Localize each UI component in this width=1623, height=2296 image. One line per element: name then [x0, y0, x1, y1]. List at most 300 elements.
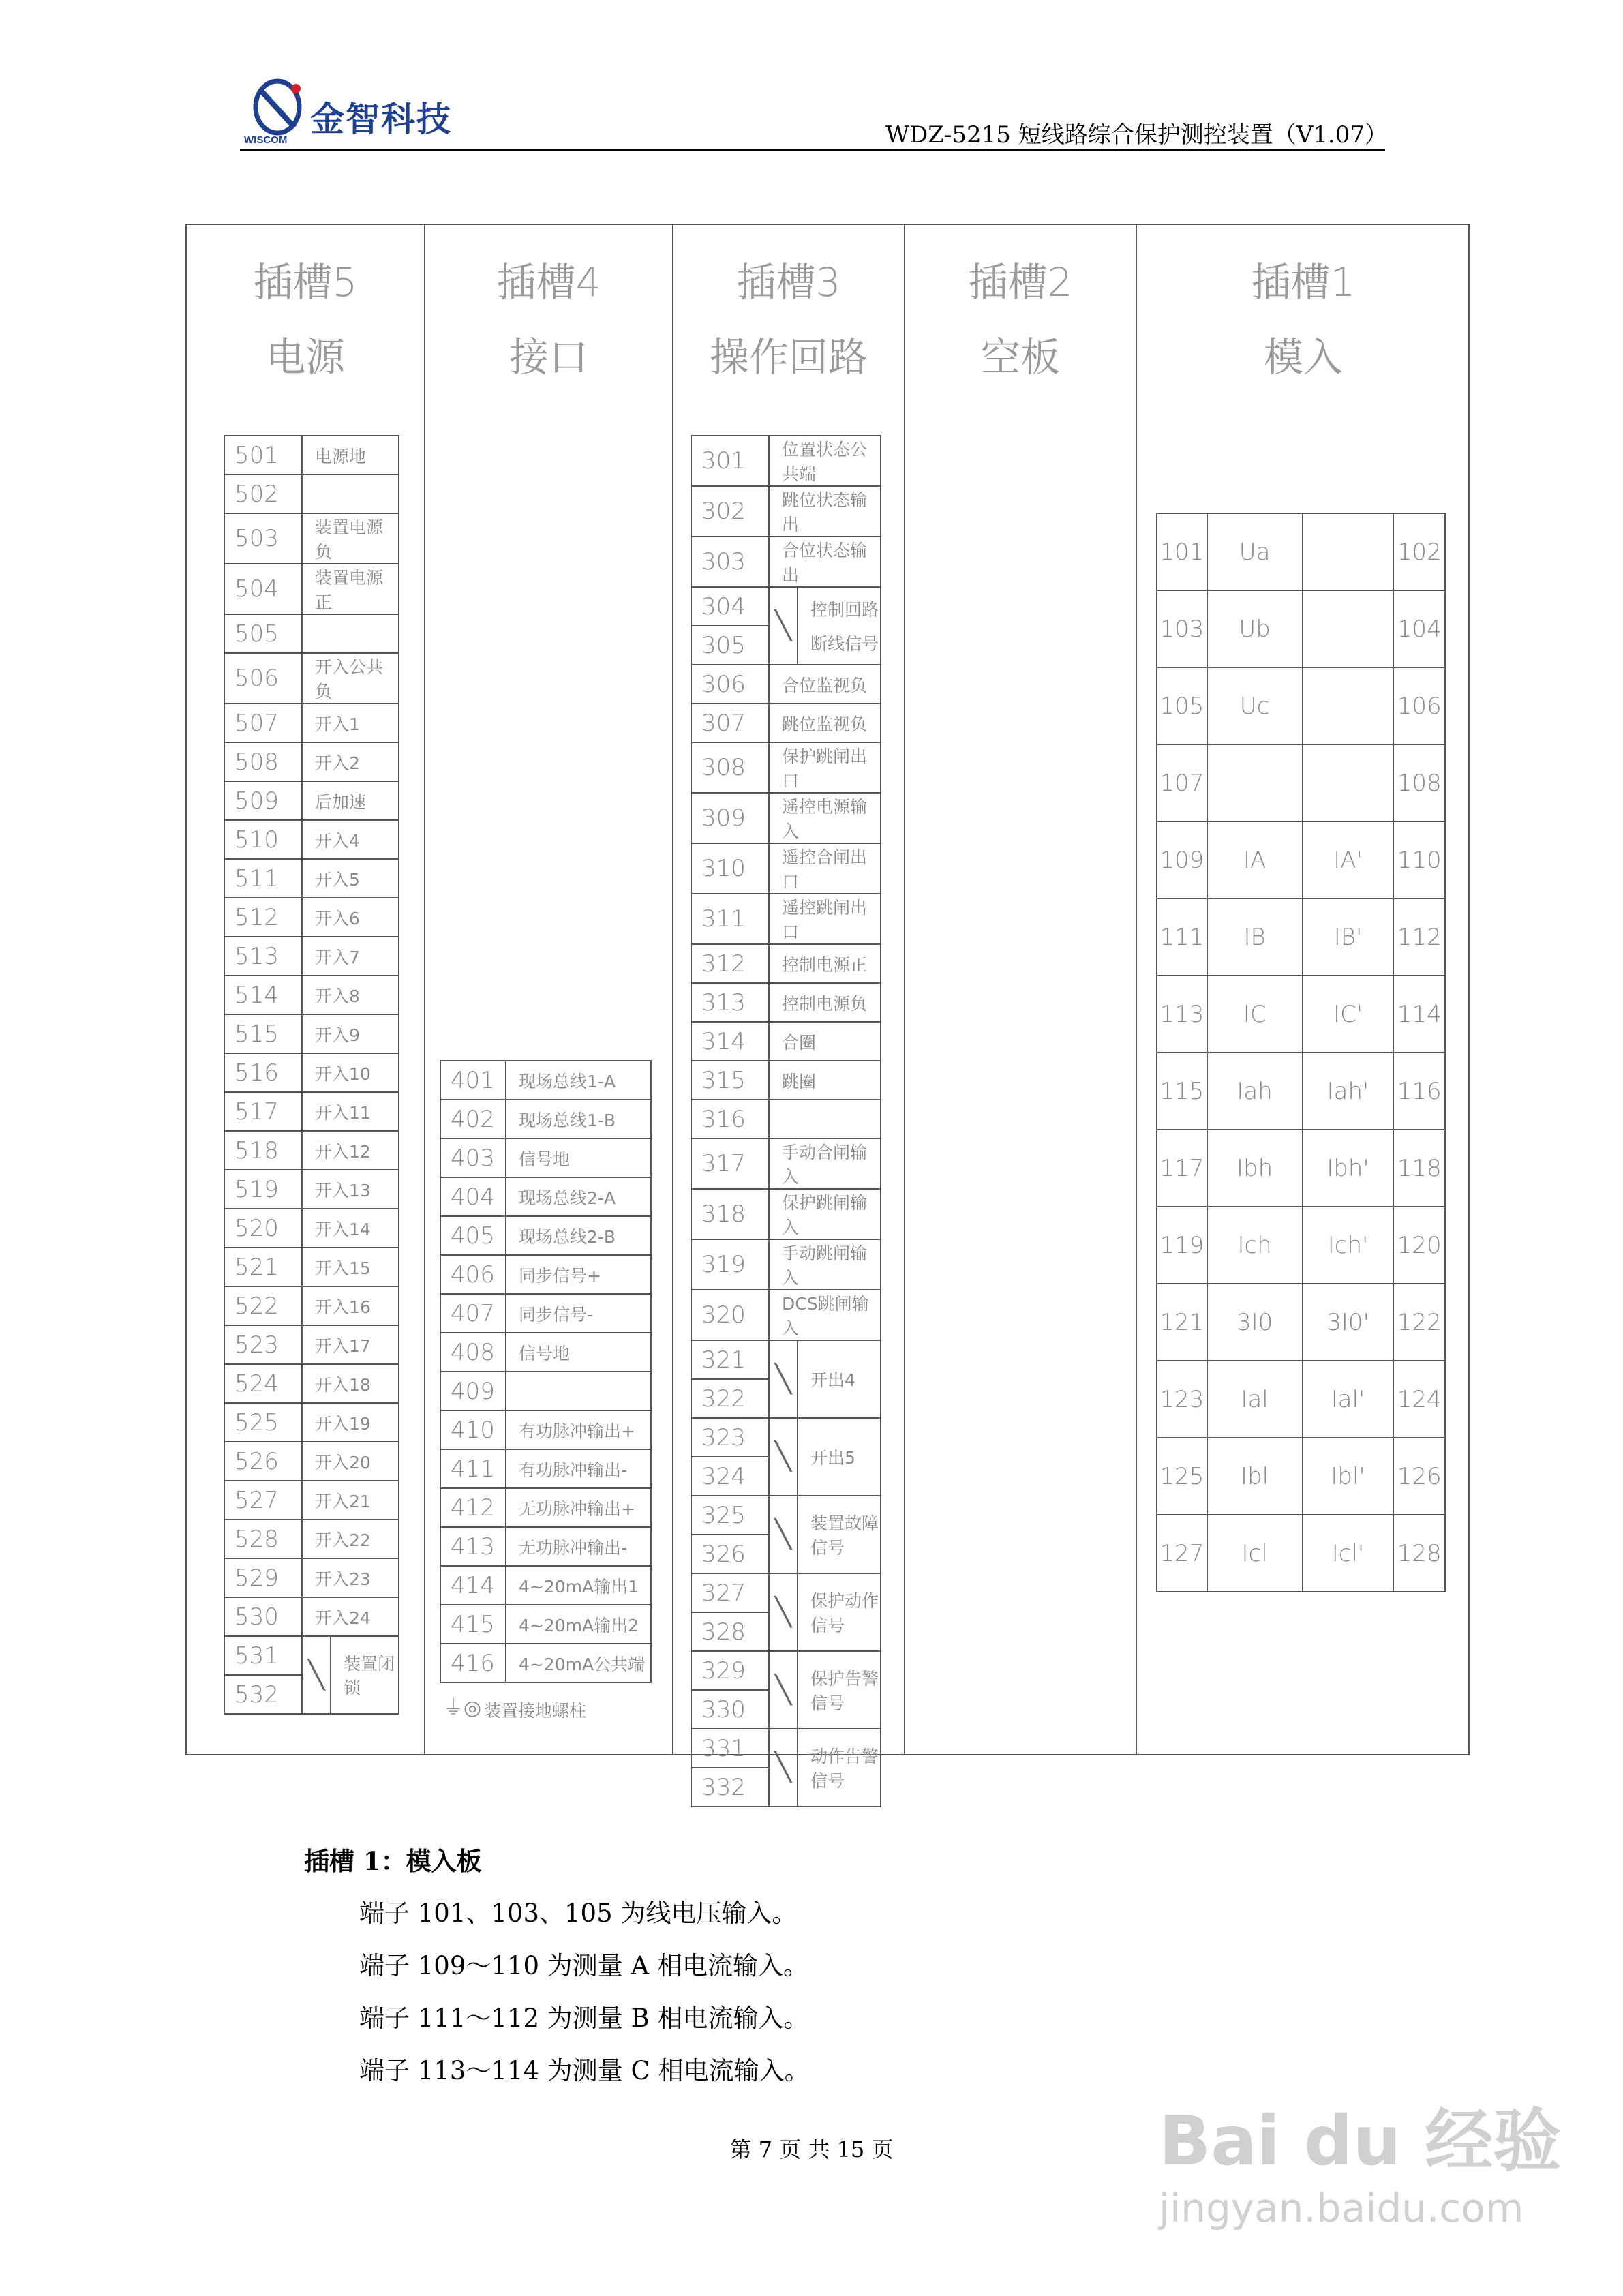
switch-contact-icon: ╲	[302, 1636, 331, 1714]
terminal-label: 开入18	[302, 1364, 399, 1403]
terminal-number: 123	[1157, 1361, 1207, 1438]
slot5-title: 插槽5	[253, 259, 358, 305]
terminal-signal	[1207, 744, 1303, 821]
terminal-label: 保护告警信号	[798, 1651, 881, 1729]
terminal-number: 519	[224, 1170, 302, 1209]
terminal-label: 保护动作信号	[798, 1573, 881, 1651]
table-row	[691, 1573, 881, 1612]
table-row	[440, 1255, 651, 1294]
terminal-label: 开入16	[302, 1286, 399, 1325]
switch-contact-icon: ╲	[769, 1496, 798, 1573]
company-name-en: WISCOM	[244, 134, 288, 146]
terminal-label: 开入4	[302, 820, 399, 859]
table-row	[440, 1100, 651, 1138]
table-row	[224, 474, 399, 513]
terminal-label: 遥控合闸出口	[769, 843, 881, 894]
table-row	[1157, 513, 1445, 590]
table-row	[691, 742, 881, 793]
terminal-number: 407	[440, 1294, 506, 1333]
table-row	[224, 1636, 399, 1675]
terminal-signal: Ibl	[1207, 1438, 1303, 1515]
terminal-label: 装置闭锁	[331, 1636, 399, 1714]
terminal-number: 117	[1157, 1130, 1207, 1207]
terminal-label: 开出5	[798, 1418, 881, 1496]
table-row	[224, 1014, 399, 1053]
terminal-number: 109	[1157, 821, 1207, 898]
table-row	[440, 1372, 651, 1410]
body-line: 端子 101、103、105 为线电压输入。	[359, 1899, 798, 1928]
terminal-signal: 3I0	[1207, 1284, 1303, 1361]
terminal-label: 现场总线2-B	[506, 1216, 651, 1255]
table-row	[1157, 1361, 1445, 1438]
terminal-number: 413	[440, 1527, 506, 1566]
terminal-number: 317	[691, 1138, 769, 1189]
terminal-label: 保护跳闸出口	[769, 742, 881, 793]
terminal-number: 126	[1393, 1438, 1445, 1515]
terminal-number: 403	[440, 1138, 506, 1177]
terminal-number: 327	[691, 1573, 769, 1612]
terminal-number: 124	[1393, 1361, 1445, 1438]
terminal-label: 位置状态公共端	[769, 436, 881, 486]
table-row	[224, 820, 399, 859]
terminal-number: 102	[1393, 513, 1445, 590]
terminal-number: 324	[691, 1457, 769, 1496]
terminal-label-line: 断线信号	[810, 634, 879, 654]
terminal-number: 504	[224, 564, 302, 614]
table-row	[1157, 1284, 1445, 1361]
switch-contact-icon: ╲	[769, 1573, 798, 1651]
terminal-number: 505	[224, 614, 302, 653]
table-row	[224, 564, 399, 614]
slot-divider	[424, 224, 425, 1755]
table-row	[440, 1449, 651, 1488]
terminal-number: 328	[691, 1612, 769, 1651]
terminal-number: 332	[691, 1768, 769, 1807]
terminal-label: 遥控电源输入	[769, 793, 881, 843]
terminal-number: 509	[224, 781, 302, 820]
terminal-number: 103	[1157, 590, 1207, 667]
slot3-title: 插槽3	[736, 259, 841, 305]
document-title: WDZ-5215 短线路综合保护测控装置（V1.07）	[885, 121, 1388, 149]
table-row	[691, 1290, 881, 1340]
terminal-label: 有功脉冲输出+	[506, 1410, 651, 1449]
table-row	[691, 1100, 881, 1138]
slot5-subtitle: 电源	[265, 334, 345, 380]
terminal-number: 105	[1157, 667, 1207, 744]
terminal-label: 保护跳闸输入	[769, 1189, 881, 1239]
terminal-number: 528	[224, 1520, 302, 1558]
table-row	[440, 1177, 651, 1216]
terminal-number: 315	[691, 1061, 769, 1100]
watermark-logo: Bai du 经验	[1159, 2101, 1562, 2181]
terminal-number: 104	[1393, 590, 1445, 667]
terminal-signal: Uc	[1207, 667, 1303, 744]
slot3-subtitle: 操作回路	[709, 334, 868, 380]
terminal-label: 开入22	[302, 1520, 399, 1558]
terminal-label: 开入15	[302, 1248, 399, 1286]
terminal-label: 开入7	[302, 937, 399, 976]
terminal-number: 405	[440, 1216, 506, 1255]
terminal-label: 开入6	[302, 898, 399, 937]
terminal-label: 开入10	[302, 1053, 399, 1092]
terminal-label: 同步信号-	[506, 1294, 651, 1333]
terminal-number: 116	[1393, 1053, 1445, 1130]
terminal-number: 406	[440, 1255, 506, 1294]
table-row	[440, 1527, 651, 1566]
terminal-number: 510	[224, 820, 302, 859]
terminal-number: 127	[1157, 1515, 1207, 1592]
table-row	[224, 513, 399, 564]
table-row	[1157, 744, 1445, 821]
terminal-number: 301	[691, 436, 769, 486]
terminal-number: 526	[224, 1442, 302, 1481]
terminal-number: 114	[1393, 976, 1445, 1053]
terminal-label: 开入12	[302, 1131, 399, 1170]
terminal-signal: IA	[1207, 821, 1303, 898]
table-row	[691, 843, 881, 894]
terminal-label: 4~20mA公共端	[506, 1644, 651, 1682]
terminal-label: 开入20	[302, 1442, 399, 1481]
table-row	[691, 1239, 881, 1290]
terminal-label: 合位状态输出	[769, 537, 881, 587]
terminal-label	[798, 587, 881, 665]
table-row	[224, 781, 399, 820]
table-row	[224, 1403, 399, 1442]
terminal-label: 遥控跳闸出口	[769, 894, 881, 944]
terminal-label: 现场总线2-A	[506, 1177, 651, 1216]
table-row	[224, 1442, 399, 1481]
terminal-label: 开入13	[302, 1170, 399, 1209]
terminal-number: 524	[224, 1364, 302, 1403]
terminal-number: 112	[1393, 898, 1445, 976]
table-row	[691, 894, 881, 944]
table-row	[224, 1325, 399, 1364]
company-logo	[247, 76, 308, 138]
table-row	[691, 944, 881, 983]
terminal-number: 501	[224, 436, 302, 474]
terminal-label: 开入5	[302, 859, 399, 898]
terminal-number: 321	[691, 1340, 769, 1379]
switch-contact-icon: ╲	[769, 587, 798, 665]
terminal-number: 325	[691, 1496, 769, 1535]
terminal-label	[506, 1372, 651, 1410]
table-row	[224, 1286, 399, 1325]
terminal-number: 110	[1393, 821, 1445, 898]
terminal-label: 现场总线1-B	[506, 1100, 651, 1138]
terminal-label: 装置电源负	[302, 513, 399, 564]
table-row	[224, 937, 399, 976]
table-row	[691, 1138, 881, 1189]
terminal-signal: Iah'	[1303, 1053, 1394, 1130]
table-row	[440, 1333, 651, 1372]
terminal-signal: Ich	[1207, 1207, 1303, 1284]
terminal-signal: Ich'	[1303, 1207, 1394, 1284]
table-row	[224, 614, 399, 653]
switch-contact-icon: ╲	[769, 1729, 798, 1807]
terminal-number: 506	[224, 653, 302, 704]
terminal-number: 330	[691, 1690, 769, 1729]
terminal-signal: IB'	[1303, 898, 1394, 976]
table-row	[224, 1131, 399, 1170]
table-row	[691, 1022, 881, 1061]
terminal-number: 531	[224, 1636, 302, 1675]
table-row	[1157, 1515, 1445, 1592]
table-row	[691, 537, 881, 587]
slot5-terminal-table	[224, 435, 399, 1715]
terminal-label: 动作告警信号	[798, 1729, 881, 1807]
terminal-label: 控制电源负	[769, 983, 881, 1022]
terminal-number: 101	[1157, 513, 1207, 590]
terminal-signal: Ibh	[1207, 1130, 1303, 1207]
terminal-number: 302	[691, 486, 769, 537]
terminal-number: 125	[1157, 1438, 1207, 1515]
terminal-label: 开入14	[302, 1209, 399, 1248]
terminal-label: 信号地	[506, 1333, 651, 1372]
terminal-number: 314	[691, 1022, 769, 1061]
slot1-title: 插槽1	[1251, 259, 1356, 305]
terminal-number: 307	[691, 704, 769, 742]
slot4-title: 插槽4	[496, 259, 601, 305]
terminal-signal: IC	[1207, 976, 1303, 1053]
table-row	[440, 1216, 651, 1255]
terminal-number: 115	[1157, 1053, 1207, 1130]
terminal-number: 113	[1157, 976, 1207, 1053]
slot2-subtitle: 空板	[980, 334, 1060, 380]
terminal-number: 313	[691, 983, 769, 1022]
terminal-number: 411	[440, 1449, 506, 1488]
terminal-number: 515	[224, 1014, 302, 1053]
terminal-number: 326	[691, 1535, 769, 1573]
terminal-number: 416	[440, 1644, 506, 1682]
terminal-number: 408	[440, 1333, 506, 1372]
table-row	[440, 1488, 651, 1527]
table-row	[691, 486, 881, 537]
terminal-label: 开入21	[302, 1481, 399, 1520]
terminal-label: 开入19	[302, 1403, 399, 1442]
table-row	[224, 1092, 399, 1131]
terminal-signal: 3I0'	[1303, 1284, 1394, 1361]
table-row	[224, 1170, 399, 1209]
terminal-number: 516	[224, 1053, 302, 1092]
slot3-terminal-table	[691, 435, 881, 1807]
table-row	[691, 1061, 881, 1100]
table-row	[224, 1481, 399, 1520]
terminal-number: 414	[440, 1566, 506, 1605]
header-divider	[240, 149, 1385, 151]
terminal-signal: Ibl'	[1303, 1438, 1394, 1515]
terminal-label: 合位监视负	[769, 665, 881, 704]
switch-contact-icon: ╲	[769, 1651, 798, 1729]
terminal-number: 412	[440, 1488, 506, 1527]
table-row	[224, 1597, 399, 1636]
terminal-label: 手动合闸输入	[769, 1138, 881, 1189]
terminal-number: 320	[691, 1290, 769, 1340]
terminal-number: 107	[1157, 744, 1207, 821]
terminal-number: 514	[224, 976, 302, 1014]
table-row	[1157, 1130, 1445, 1207]
terminal-signal: Ua	[1207, 513, 1303, 590]
table-row	[1157, 1207, 1445, 1284]
terminal-number: 529	[224, 1558, 302, 1597]
terminal-label: 合圈	[769, 1022, 881, 1061]
table-row	[440, 1566, 651, 1605]
table-row	[224, 436, 399, 474]
terminal-signal: Icl'	[1303, 1515, 1394, 1592]
slot1-terminal-table	[1156, 513, 1446, 1592]
terminal-number: 503	[224, 513, 302, 564]
table-row	[440, 1605, 651, 1644]
terminal-label	[302, 614, 399, 653]
terminal-number: 511	[224, 859, 302, 898]
watermark-url: jingyan.baidu.com	[1159, 2185, 1524, 2231]
terminal-number: 310	[691, 843, 769, 894]
terminal-label-line: 控制回路	[810, 600, 879, 620]
terminal-number: 415	[440, 1605, 506, 1644]
slot4-subtitle: 接口	[509, 334, 588, 380]
terminal-signal: IC'	[1303, 976, 1394, 1053]
terminal-signal	[1303, 667, 1394, 744]
terminal-number: 128	[1393, 1515, 1445, 1592]
terminal-number: 513	[224, 937, 302, 976]
table-row	[224, 653, 399, 704]
terminal-number: 106	[1393, 667, 1445, 744]
terminal-label: 开入24	[302, 1597, 399, 1636]
terminal-label: 无功脉冲输出-	[506, 1527, 651, 1566]
terminal-number: 306	[691, 665, 769, 704]
terminal-label: 跳位监视负	[769, 704, 881, 742]
slot1-subtitle: 模入	[1263, 334, 1343, 380]
table-row	[1157, 1053, 1445, 1130]
terminal-number: 111	[1157, 898, 1207, 976]
terminal-number: 121	[1157, 1284, 1207, 1361]
terminal-signal: Ibh'	[1303, 1130, 1394, 1207]
table-row	[224, 976, 399, 1014]
terminal-number: 120	[1393, 1207, 1445, 1284]
section-heading: 插槽 1：模入板	[304, 1846, 482, 1876]
ground-icon: ⏚◎	[443, 1696, 482, 1720]
terminal-number: 316	[691, 1100, 769, 1138]
terminal-label: 控制电源正	[769, 944, 881, 983]
terminal-number: 312	[691, 944, 769, 983]
terminal-number: 404	[440, 1177, 506, 1216]
terminal-label: 开入23	[302, 1558, 399, 1597]
table-row	[1157, 821, 1445, 898]
table-row	[691, 436, 881, 486]
terminal-number: 410	[440, 1410, 506, 1449]
terminal-number: 122	[1393, 1284, 1445, 1361]
terminal-number: 517	[224, 1092, 302, 1131]
terminal-number: 311	[691, 894, 769, 944]
terminal-label: 开出4	[798, 1340, 881, 1418]
terminal-number: 319	[691, 1239, 769, 1290]
terminal-number: 521	[224, 1248, 302, 1286]
table-row	[224, 898, 399, 937]
terminal-label: 装置电源正	[302, 564, 399, 614]
table-row	[691, 1496, 881, 1535]
table-row	[224, 704, 399, 742]
table-row	[440, 1061, 651, 1100]
terminal-label: 4~20mA输出1	[506, 1566, 651, 1605]
terminal-signal: IA'	[1303, 821, 1394, 898]
terminal-label: 有功脉冲输出-	[506, 1449, 651, 1488]
terminal-label: 开入17	[302, 1325, 399, 1364]
slot-divider	[672, 224, 673, 1755]
table-row	[691, 1729, 881, 1768]
terminal-label: 现场总线1-A	[506, 1061, 651, 1100]
terminal-number: 318	[691, 1189, 769, 1239]
table-row	[691, 983, 881, 1022]
table-row	[1157, 590, 1445, 667]
terminal-label: 开入8	[302, 976, 399, 1014]
table-row	[224, 1248, 399, 1286]
terminal-number: 308	[691, 742, 769, 793]
terminal-label: DCS跳闸输入	[769, 1290, 881, 1340]
terminal-label: 跳圈	[769, 1061, 881, 1100]
table-row	[1157, 667, 1445, 744]
table-row	[224, 1520, 399, 1558]
table-row	[691, 1418, 881, 1457]
terminal-label: 电源地	[302, 436, 399, 474]
terminal-number: 532	[224, 1675, 302, 1714]
terminal-number: 322	[691, 1379, 769, 1418]
table-row	[1157, 898, 1445, 976]
table-row	[224, 1558, 399, 1597]
table-row	[691, 1189, 881, 1239]
company-name: 金智科技	[310, 100, 452, 139]
terminal-number: 402	[440, 1100, 506, 1138]
terminal-signal: Ial'	[1303, 1361, 1394, 1438]
terminal-label: 开入9	[302, 1014, 399, 1053]
terminal-signal	[1303, 513, 1394, 590]
switch-contact-icon: ╲	[769, 1340, 798, 1418]
slot2-title: 插槽2	[968, 259, 1073, 305]
terminal-number: 108	[1393, 744, 1445, 821]
terminal-number: 527	[224, 1481, 302, 1520]
terminal-number: 522	[224, 1286, 302, 1325]
terminal-signal	[1303, 744, 1394, 821]
table-row	[224, 859, 399, 898]
terminal-number: 502	[224, 474, 302, 513]
body-line: 端子 109～110 为测量 A 相电流输入。	[359, 1951, 809, 1980]
table-row	[440, 1138, 651, 1177]
terminal-number: 329	[691, 1651, 769, 1690]
terminal-number: 525	[224, 1403, 302, 1442]
terminal-number: 409	[440, 1372, 506, 1410]
terminal-label: 无功脉冲输出+	[506, 1488, 651, 1527]
terminal-number: 309	[691, 793, 769, 843]
terminal-label: 后加速	[302, 781, 399, 820]
terminal-label: 开入公共负	[302, 653, 399, 704]
terminal-number: 518	[224, 1131, 302, 1170]
terminal-label: 同步信号+	[506, 1255, 651, 1294]
terminal-label: 开入11	[302, 1092, 399, 1131]
terminal-number: 530	[224, 1597, 302, 1636]
terminal-number: 507	[224, 704, 302, 742]
terminal-label: 信号地	[506, 1138, 651, 1177]
table-row	[691, 665, 881, 704]
slot-divider	[904, 224, 905, 1755]
terminal-number: 508	[224, 742, 302, 781]
terminal-signal	[1303, 590, 1394, 667]
terminal-number: 323	[691, 1418, 769, 1457]
table-row	[691, 1340, 881, 1379]
terminal-signal: Icl	[1207, 1515, 1303, 1592]
terminal-label: 开入2	[302, 742, 399, 781]
terminal-label: 装置故障信号	[798, 1496, 881, 1573]
terminal-signal: Ial	[1207, 1361, 1303, 1438]
terminal-label	[302, 474, 399, 513]
terminal-number: 119	[1157, 1207, 1207, 1284]
